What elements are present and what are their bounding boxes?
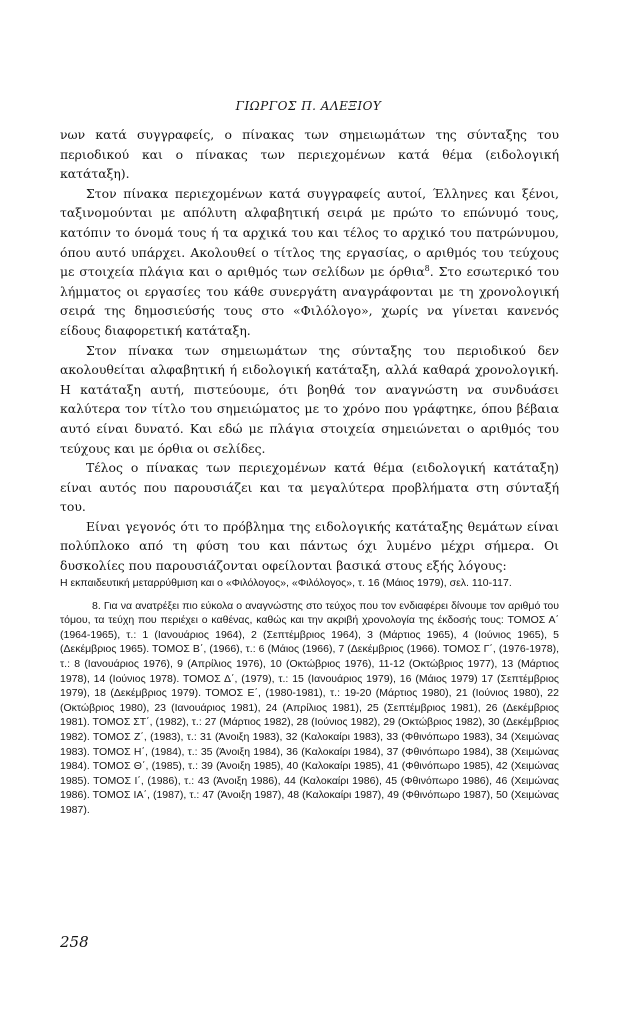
body-paragraph: Είναι γεγονός ότι το πρόβλημα της ειδολογικής κατάταξης θεμάτων είναι πολύπλοκο από τη φύση του και πάντως όχι λυμένο μέχρι σήμερα. Οι δυσκολίες που παρουσιάζονται οφείλονται βασικά στους εξής λόγους: bbox=[60, 518, 559, 574]
footnotes bbox=[60, 576, 559, 818]
paragraph-text: Στο εσωτερικό του λήμματος οι εργασίες του κάθε συνεργάτη αναγράφονται με τη χρονολογική σειρά της δημοσιεύσής τους στο «Φιλόλογο», χωρίς να γίνεται κανενός είδους διαφορετική κατάταξη. bbox=[60, 264, 559, 338]
footnote-continued: Η εκπαιδευτική μεταρρύθμιση και ο «Φιλόλογος», «Φιλόλογος», τ. 16 (Μάιος 1979), σελ. 110-117. bbox=[60, 577, 512, 589]
main-text bbox=[60, 125, 559, 576]
page-number: 258 bbox=[60, 933, 89, 951]
footnote-reference: 8 bbox=[424, 264, 430, 274]
paragraph-text: Στον πίνακα περιεχομένων κατά συγγραφείς αυτοί, Έλληνες και ξένοι, ταξινομούνται με απόλυτη αλφαβητική σειρά με πρώτο το επώνυμό τους, κατόπιν το όνομά τους ή τα αρχικά του και τέλος το αρχικό του πατρώνυμου, όπου αυτό υπάρχει. Ακολουθεί ο τίτλος της εργασίας, ο αριθμός του τεύχους με στοιχεία πλάγια και ο αριθμός των σελίδων με όρθια bbox=[60, 185, 559, 280]
body-paragraph: Στον πίνακα των σημειωμάτων της σύνταξης του περιοδικού δεν ακολουθείται αλφαβητική ή ειδολογική κατάταξη, αλλά καθαρά χρονολογική. Η κατάταξη αυτή, πιστεύουμε, ότι βοηθά τον αναγνώστη να συνδυάσει καλύτερα τον τίτλο του σημειώματος με το χρόνο που γράφτηκε, όπου βέβαια αυτό είναι δυνατό. Και εδώ με πλάγια στοιχεία σημειώνεται ο αριθμός του τεύχους και με όρθια οι σελίδες. bbox=[60, 342, 559, 456]
body-paragraph bbox=[60, 184, 559, 341]
body-paragraph: Τέλος ο πίνακας των περιεχομένων κατά θέμα (ειδολογική κατάταξη) είναι αυτός που παρουσιάζει και τα μεγαλύτερα προβλήματα στη σύνταξή του. bbox=[60, 460, 559, 515]
running-header: ΓΙΩΡΓΟΣ Π. ΑΛΕΞΙΟΥ bbox=[235, 99, 382, 113]
body-paragraph: νων κατά συγγραφείς, ο πίνακας των σημειωμάτων της σύνταξης του περιοδικού και ο πίνακας των περιεχομένων κατά θέμα (ειδολογική κατάταξη). bbox=[60, 127, 559, 182]
footnote-8: 8. Για να ανατρέξει πιο εύκολα ο αναγνώστης στο τεύχος που τον ενδιαφέρει δίνουμε τον αριθμό του τόμου, τα τεύχη που περιέχει ο καθένας, καθώς και την ακριβή χρονολογία της έκδοσής τους: ΤΟΜΟΣ Α΄ (1964-1965), τ.: 1 (Ιανουάριος 1964), 2 (Σεπτέμβριος 1964), 3 (Μάρτιος 1965), 4 (Ιούνιος 1965), 5 (Δεκέμβριος 1965). ΤΟΜΟΣ Β΄, (1966), τ.: 6 (Μάιος (1966), 7 (Δεκέμβριος (1966). ΤΟΜΟΣ Γ΄, (1976-1978), τ.: 8 (Ιανουάριος 1976), 9 (Απρίλιος 1976), 10 (Οκτώβριος 1976), 11-12 (Οκτώβριος 1977), 13 (Μάρτιος 1978), 14 (Ιούνιος 1978). ΤΟΜΟΣ Δ΄, (1979), τ.: 15 (Ιανουάριος 1979), 16 (Μάιος 1979) 17 (Σεπτέμβριος 1979), 18 (Δεκέμβριος 1979). ΤΟΜΟΣ Ε΄, (1980-1981), τ.: 19-20 (Μάρτιος 1980), 21 (Ιούνιος 1980), 22 (Οκτώβριος 1980), 23 (Ιανουάριος 1981), 24 (Απρίλιος 1981), 25 (Σεπτέμβριος 1981), 26 (Δεκέμβριος 1981). ΤΟΜΟΣ ΣΤ΄, (1982), τ.: 27 (Μάρτιος 1982), 28 (Ιούνιος 1982), 29 (Οκτώβριος 1982), 30 (Δεκέμβριος 1982). ΤΟΜΟΣ Ζ΄, (1983), τ.: 31 (Άνοιξη 1983), 32 (Καλοκαίρι 1983), 33 (Φθινόπωρο 1983), 34 (Χειμώνας 1983). ΤΟΜΟΣ Η΄, (1984), τ.: 35 (Άνοιξη 1984), 36 (Καλοκαίρι 1984), 37 (Φθινόπωρο 1984), 38 (Χειμώνας 1984). ΤΟΜΟΣ Θ΄, (1985), τ.: 39 (Άνοιξη 1985), 40 (Καλοκαίρι 1985), 41 (Φθινόπωρο 1985), 42 (Χειμώνας 1985). ΤΟΜΟΣ Ι΄, (1986), τ.: 43 (Άνοιξη 1986), 44 (Καλοκαίρι 1986), 45 (Φθινόπωρο 1986), 46 (Χειμώνας 1986). ΤΟΜΟΣ ΙΑ΄, (1987), τ.: 47 (Άνοιξη 1987), 48 (Καλοκαίρι 1987), 49 (Φθινόπωρο 1987), 50 (Χειμώνας 1987). bbox=[60, 599, 559, 816]
footnote-ref-suffix: . bbox=[429, 264, 434, 280]
